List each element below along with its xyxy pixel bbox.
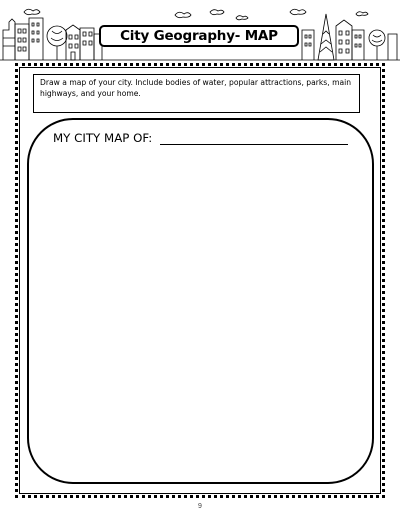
instructions-box: Draw a map of your city. Include bodies of water, popular attractions, parks, main highways, and your home. <box>33 74 360 113</box>
map-drawing-area <box>27 118 374 484</box>
map-label: MY CITY MAP OF: <box>53 131 153 145</box>
page-number: 9 <box>198 503 202 510</box>
city-name-blank <box>160 144 348 145</box>
page-title: City Geography- MAP <box>99 25 299 47</box>
